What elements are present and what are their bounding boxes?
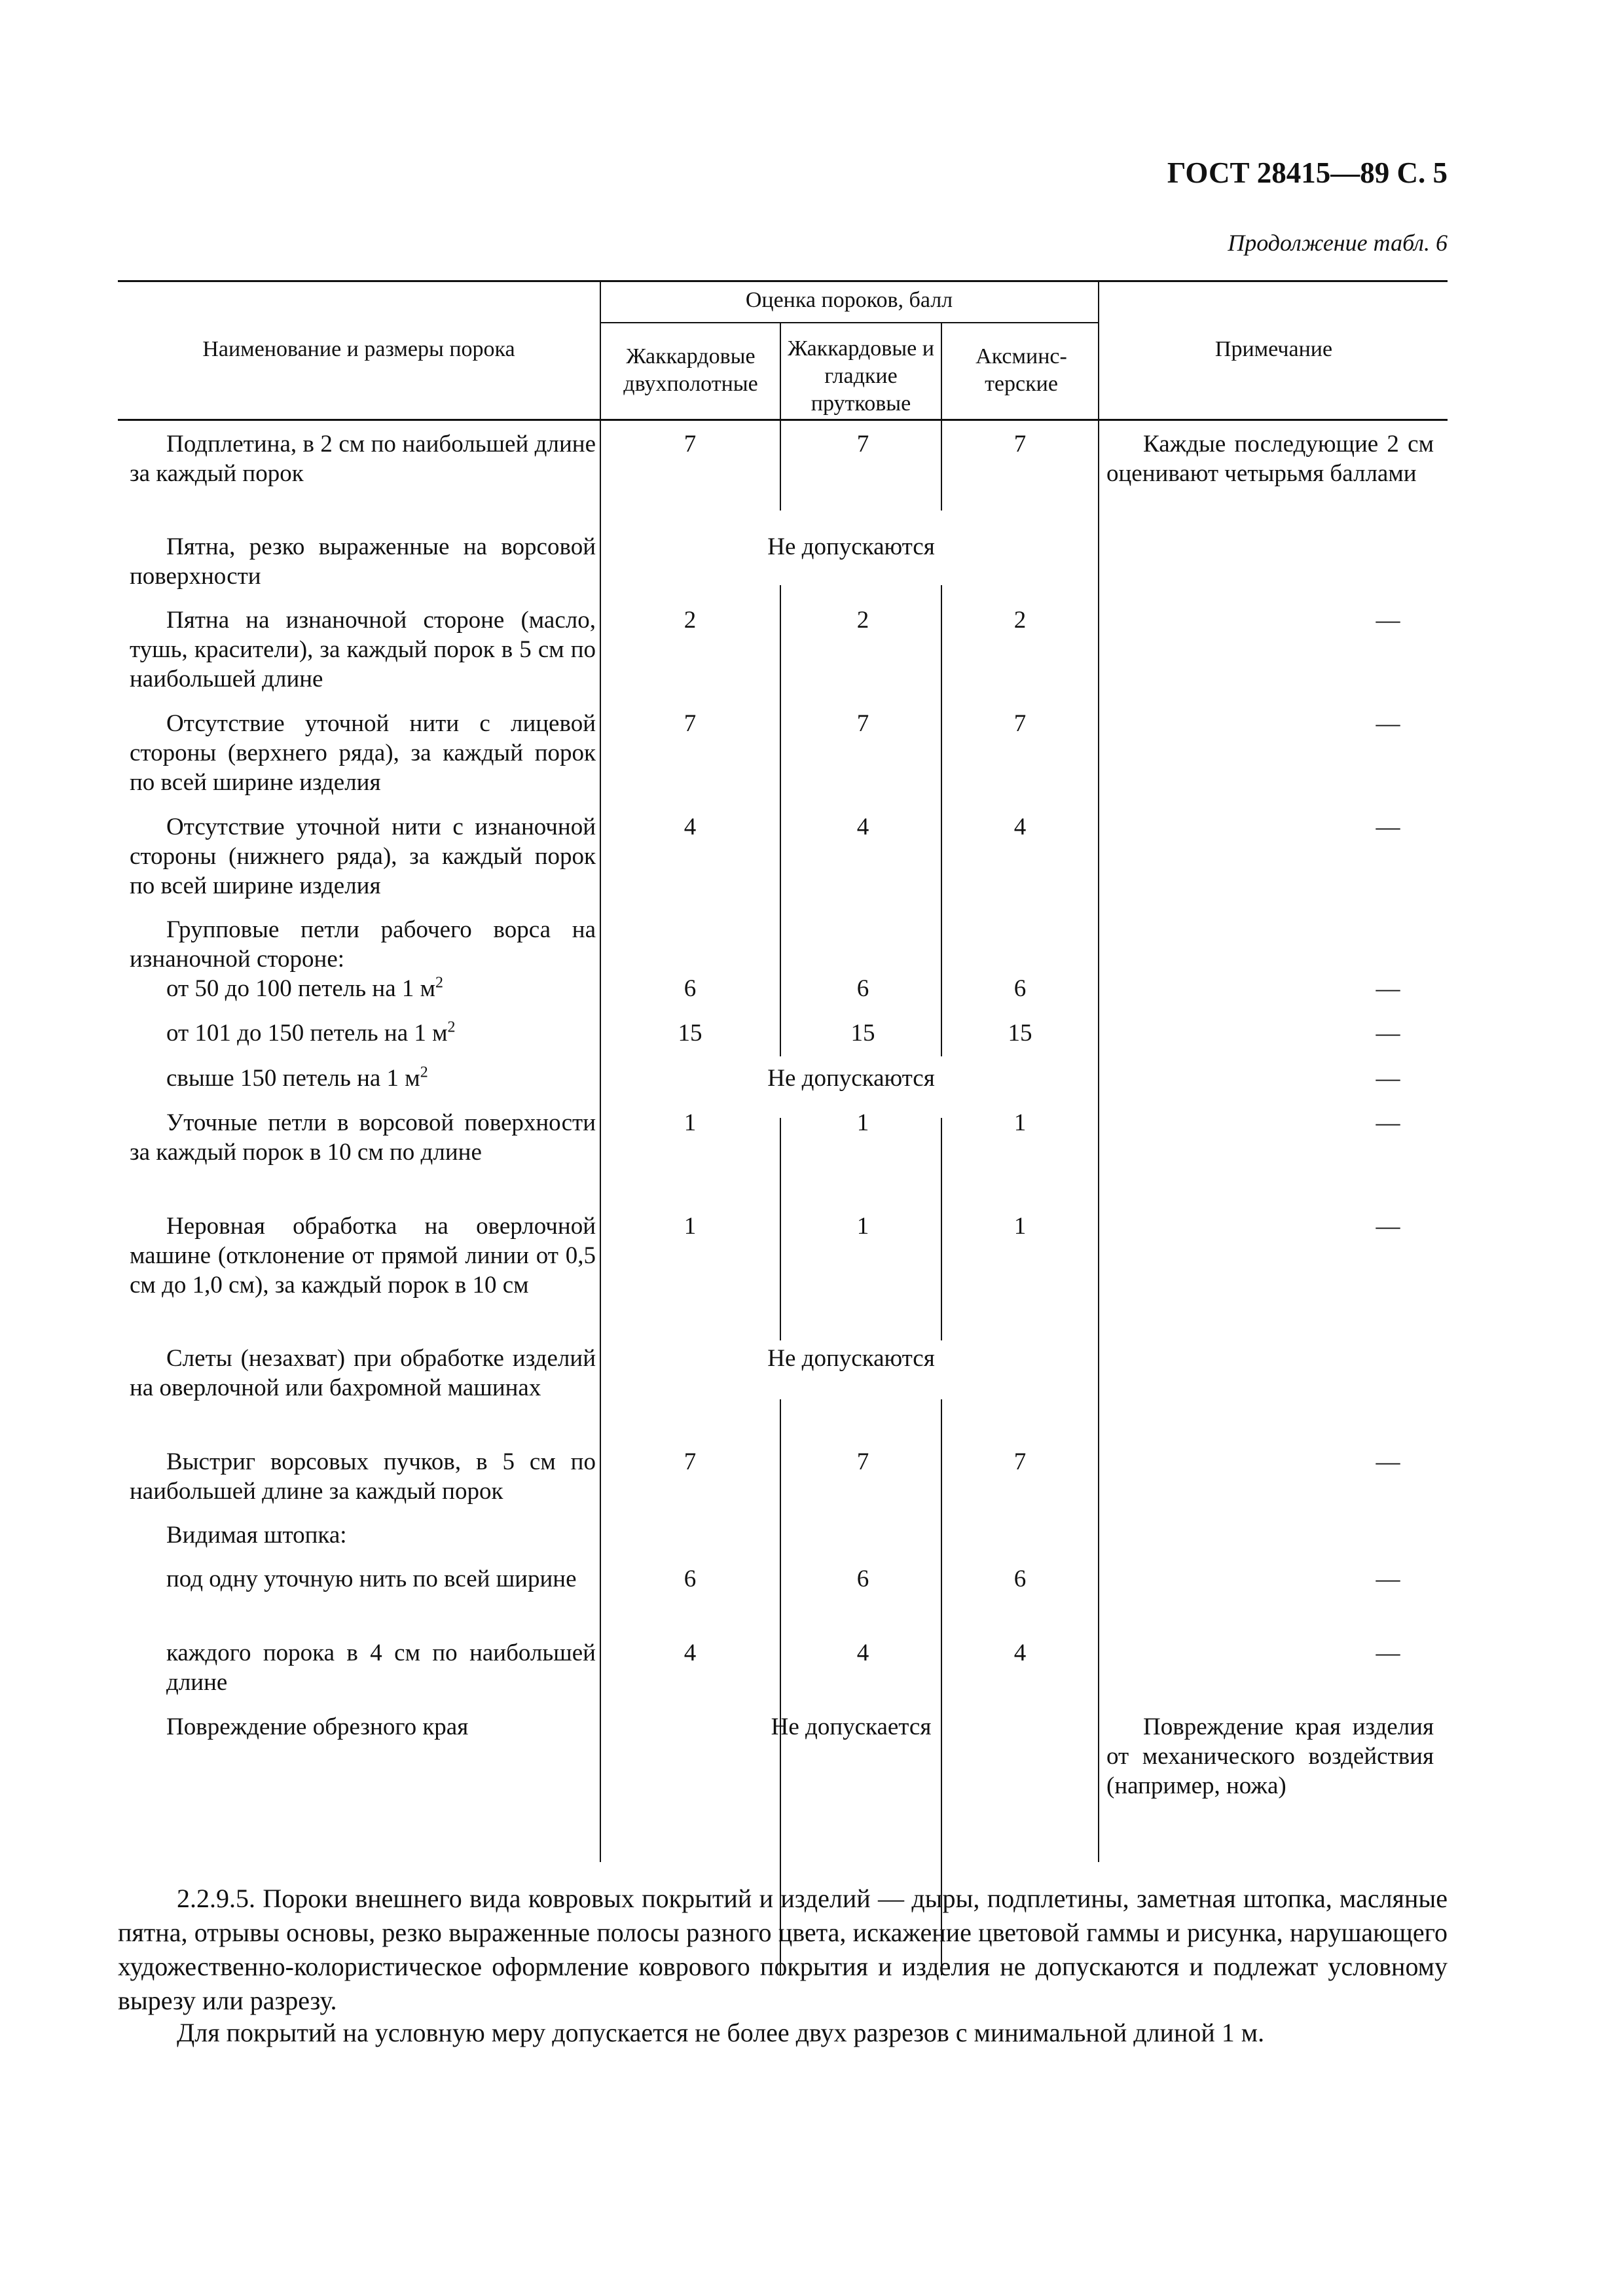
header-group: Оценка пороков, балл <box>745 288 953 312</box>
table-row-value-col1: 4 <box>684 814 697 840</box>
col-divider-2 <box>941 1118 942 1340</box>
table-row-name: Слеты (незахват) при обработке изделий на оверлочной или бахромной машинах <box>130 1345 596 1401</box>
table-row-value-col1: 7 <box>684 710 697 737</box>
paragraph-cuts-allowance: Для покрытий на условную меру допускается не более двух разрезов с минимальной длиной 1 м. <box>177 2018 1265 2047</box>
table-row-name: Повреждение обрезного края <box>166 1713 469 1740</box>
table-row-note: — <box>1376 1448 1400 1475</box>
table-row-name: Групповые петли рабочего ворса на изнаночной стороне: <box>130 916 596 973</box>
table-row-note: — <box>1376 1640 1400 1666</box>
col-divider-1 <box>780 585 781 1056</box>
table-row-value-col1: 6 <box>684 1566 697 1592</box>
table-row-name: Видимая штопка: <box>166 1522 347 1549</box>
table-row-value-col2: 1 <box>856 1109 869 1136</box>
table-row-name: от 50 до 100 петель на 1 $м^2$ <box>166 974 444 1002</box>
col-divider-2-header <box>941 322 942 420</box>
table-row-note: — <box>1376 1020 1400 1047</box>
table-row-value-col3: 4 <box>1013 814 1027 840</box>
table-row-name: Отсутствие уточной нити с лицевой стороны (верхнего ряда), за каждый порок по всей ширине изделия <box>130 710 596 796</box>
table-row-name: под одну уточную нить по всей ширине <box>166 1566 577 1592</box>
col-divider-2 <box>941 420 942 511</box>
table-row-value-col1: 7 <box>684 431 697 457</box>
col-divider-name <box>600 280 601 1862</box>
header-col3: Аксминс-терские <box>976 344 1067 396</box>
table-row-note: — <box>1376 814 1400 840</box>
table-row-value-col1: 2 <box>684 607 697 634</box>
table-row-value-col2: 7 <box>856 1448 869 1475</box>
table-row-value-col2: 7 <box>856 710 869 737</box>
table-row-value-col1: 15 <box>678 1020 702 1047</box>
col-divider-1 <box>780 420 781 511</box>
table-row-value-col1: 7 <box>684 1448 697 1475</box>
table-row-note: — <box>1376 1213 1400 1240</box>
defects-table <box>118 280 1448 1877</box>
header-note: Примечание <box>1214 337 1333 361</box>
table-row-value-col3: 6 <box>1013 1566 1027 1592</box>
table-row-value-col1: 1 <box>684 1109 697 1136</box>
table-row-value-col2: 6 <box>856 1566 869 1592</box>
table-row-span-value: Не допускаются <box>767 533 935 560</box>
table-row-value-col3: 4 <box>1013 1640 1027 1666</box>
table-continuation-label: Продолжение табл. 6 <box>1228 230 1448 256</box>
table-row-note: — <box>1376 1065 1400 1092</box>
table-row-note: — <box>1376 975 1400 1002</box>
table-row-value-col3: 15 <box>1008 1020 1032 1047</box>
table-row-value-col2: 4 <box>856 814 869 840</box>
table-row-name: каждого порока в 4 см по наибольшей длине <box>166 1640 596 1696</box>
table-row-name: Пятна, резко выраженные на ворсовой поверхности <box>130 533 596 590</box>
table-row-value-col2: 7 <box>856 431 869 457</box>
table-row-value-col2: 2 <box>856 607 869 634</box>
table-row-span-value: Не допускаются <box>767 1065 935 1092</box>
table-row-note: Повреждение края изделия от механического воздействия (например, ножа) <box>1106 1713 1434 1799</box>
table-row-value-col1: 1 <box>684 1213 697 1240</box>
col-divider-1 <box>780 1118 781 1340</box>
table-row-note: Каждые последующие 2 см оценивают четырьмя баллами <box>1106 431 1434 487</box>
table-row-note: — <box>1376 607 1400 634</box>
col-divider-1-header <box>780 322 781 420</box>
table-row-name: Подплетина, в 2 см по наибольшей длине за каждый порок <box>130 431 596 487</box>
table-top-rule <box>118 280 1448 282</box>
table-row-note: — <box>1376 1109 1400 1136</box>
table-row-name: Неровная обработка на оверлочной машине (отклонение от прямой линии от 0,5 см до 1,0 см), за каждый порок в 10 см <box>130 1213 596 1299</box>
table-row-value-col3: 7 <box>1013 431 1027 457</box>
document-header: ГОСТ 28415—89 С. 5 <box>1167 156 1448 189</box>
table-row-value-col1: 6 <box>684 975 697 1002</box>
paragraph-2-2-9-5: 2.2.9.5. Пороки внешнего вида ковровых покрытий и изделий — дыры, подплетины, заметная штопка, масляные пятна, отрывы основы, резко выраженные полосы разного цвета, искажение цветовой гаммы и рисунка, нарушающего художественно-колористическое оформление коврового покрытия и изделия не допускаются и подлежат условному вырезу или разрезу. <box>118 1884 1448 2015</box>
table-row-span-value: Не допускаются <box>767 1345 935 1372</box>
table-row-name: Отсутствие уточной нити с изнаночной стороны (нижнего ряда), за каждый порок по всей ширине изделия <box>130 814 596 899</box>
header-name: Наименование и размеры порока <box>202 337 515 361</box>
table-row-name: Уточные петли в ворсовой поверхности за каждый порок в 10 см по длине <box>130 1109 596 1166</box>
table-row-value-col3: 1 <box>1013 1213 1027 1240</box>
table-row-span-value: Не допускается <box>771 1713 932 1740</box>
table-header-rule <box>118 419 1448 421</box>
table-row-value-col2: 1 <box>856 1213 869 1240</box>
table-row-value-col2: 15 <box>850 1020 875 1047</box>
table-row-value-col2: 6 <box>856 975 869 1002</box>
table-row-name: свыше 150 петель на 1 $м^2$ <box>166 1064 428 1092</box>
table-row-value-col3: 1 <box>1013 1109 1027 1136</box>
table-row-value-col3: 2 <box>1013 607 1027 634</box>
table-row-value-col1: 4 <box>684 1640 697 1666</box>
table-row-name: от 101 до 150 петель на 1 $м^2$ <box>166 1018 456 1047</box>
group-header-rule <box>600 322 1099 323</box>
header-col2: Жаккардовые и гладкие прутковые <box>788 336 934 416</box>
table-row-value-col3: 7 <box>1013 1448 1027 1475</box>
table-row-note: — <box>1376 1566 1400 1592</box>
table-row-note: — <box>1376 710 1400 737</box>
table-row-value-col3: 6 <box>1013 975 1027 1002</box>
table-row-value-col2: 4 <box>856 1640 869 1666</box>
header-col1: Жаккардовые двухполотные <box>623 344 758 396</box>
table-row-value-col3: 7 <box>1013 710 1027 737</box>
table-row-name: Выстриг ворсовых пучков, в 5 см по наибольшей длине за каждый порок <box>130 1448 596 1505</box>
col-divider-2 <box>941 585 942 1056</box>
table-row-name: Пятна на изнаночной стороне (масло, тушь, красители), за каждый порок в 5 см по наибольшей длине <box>130 607 596 692</box>
